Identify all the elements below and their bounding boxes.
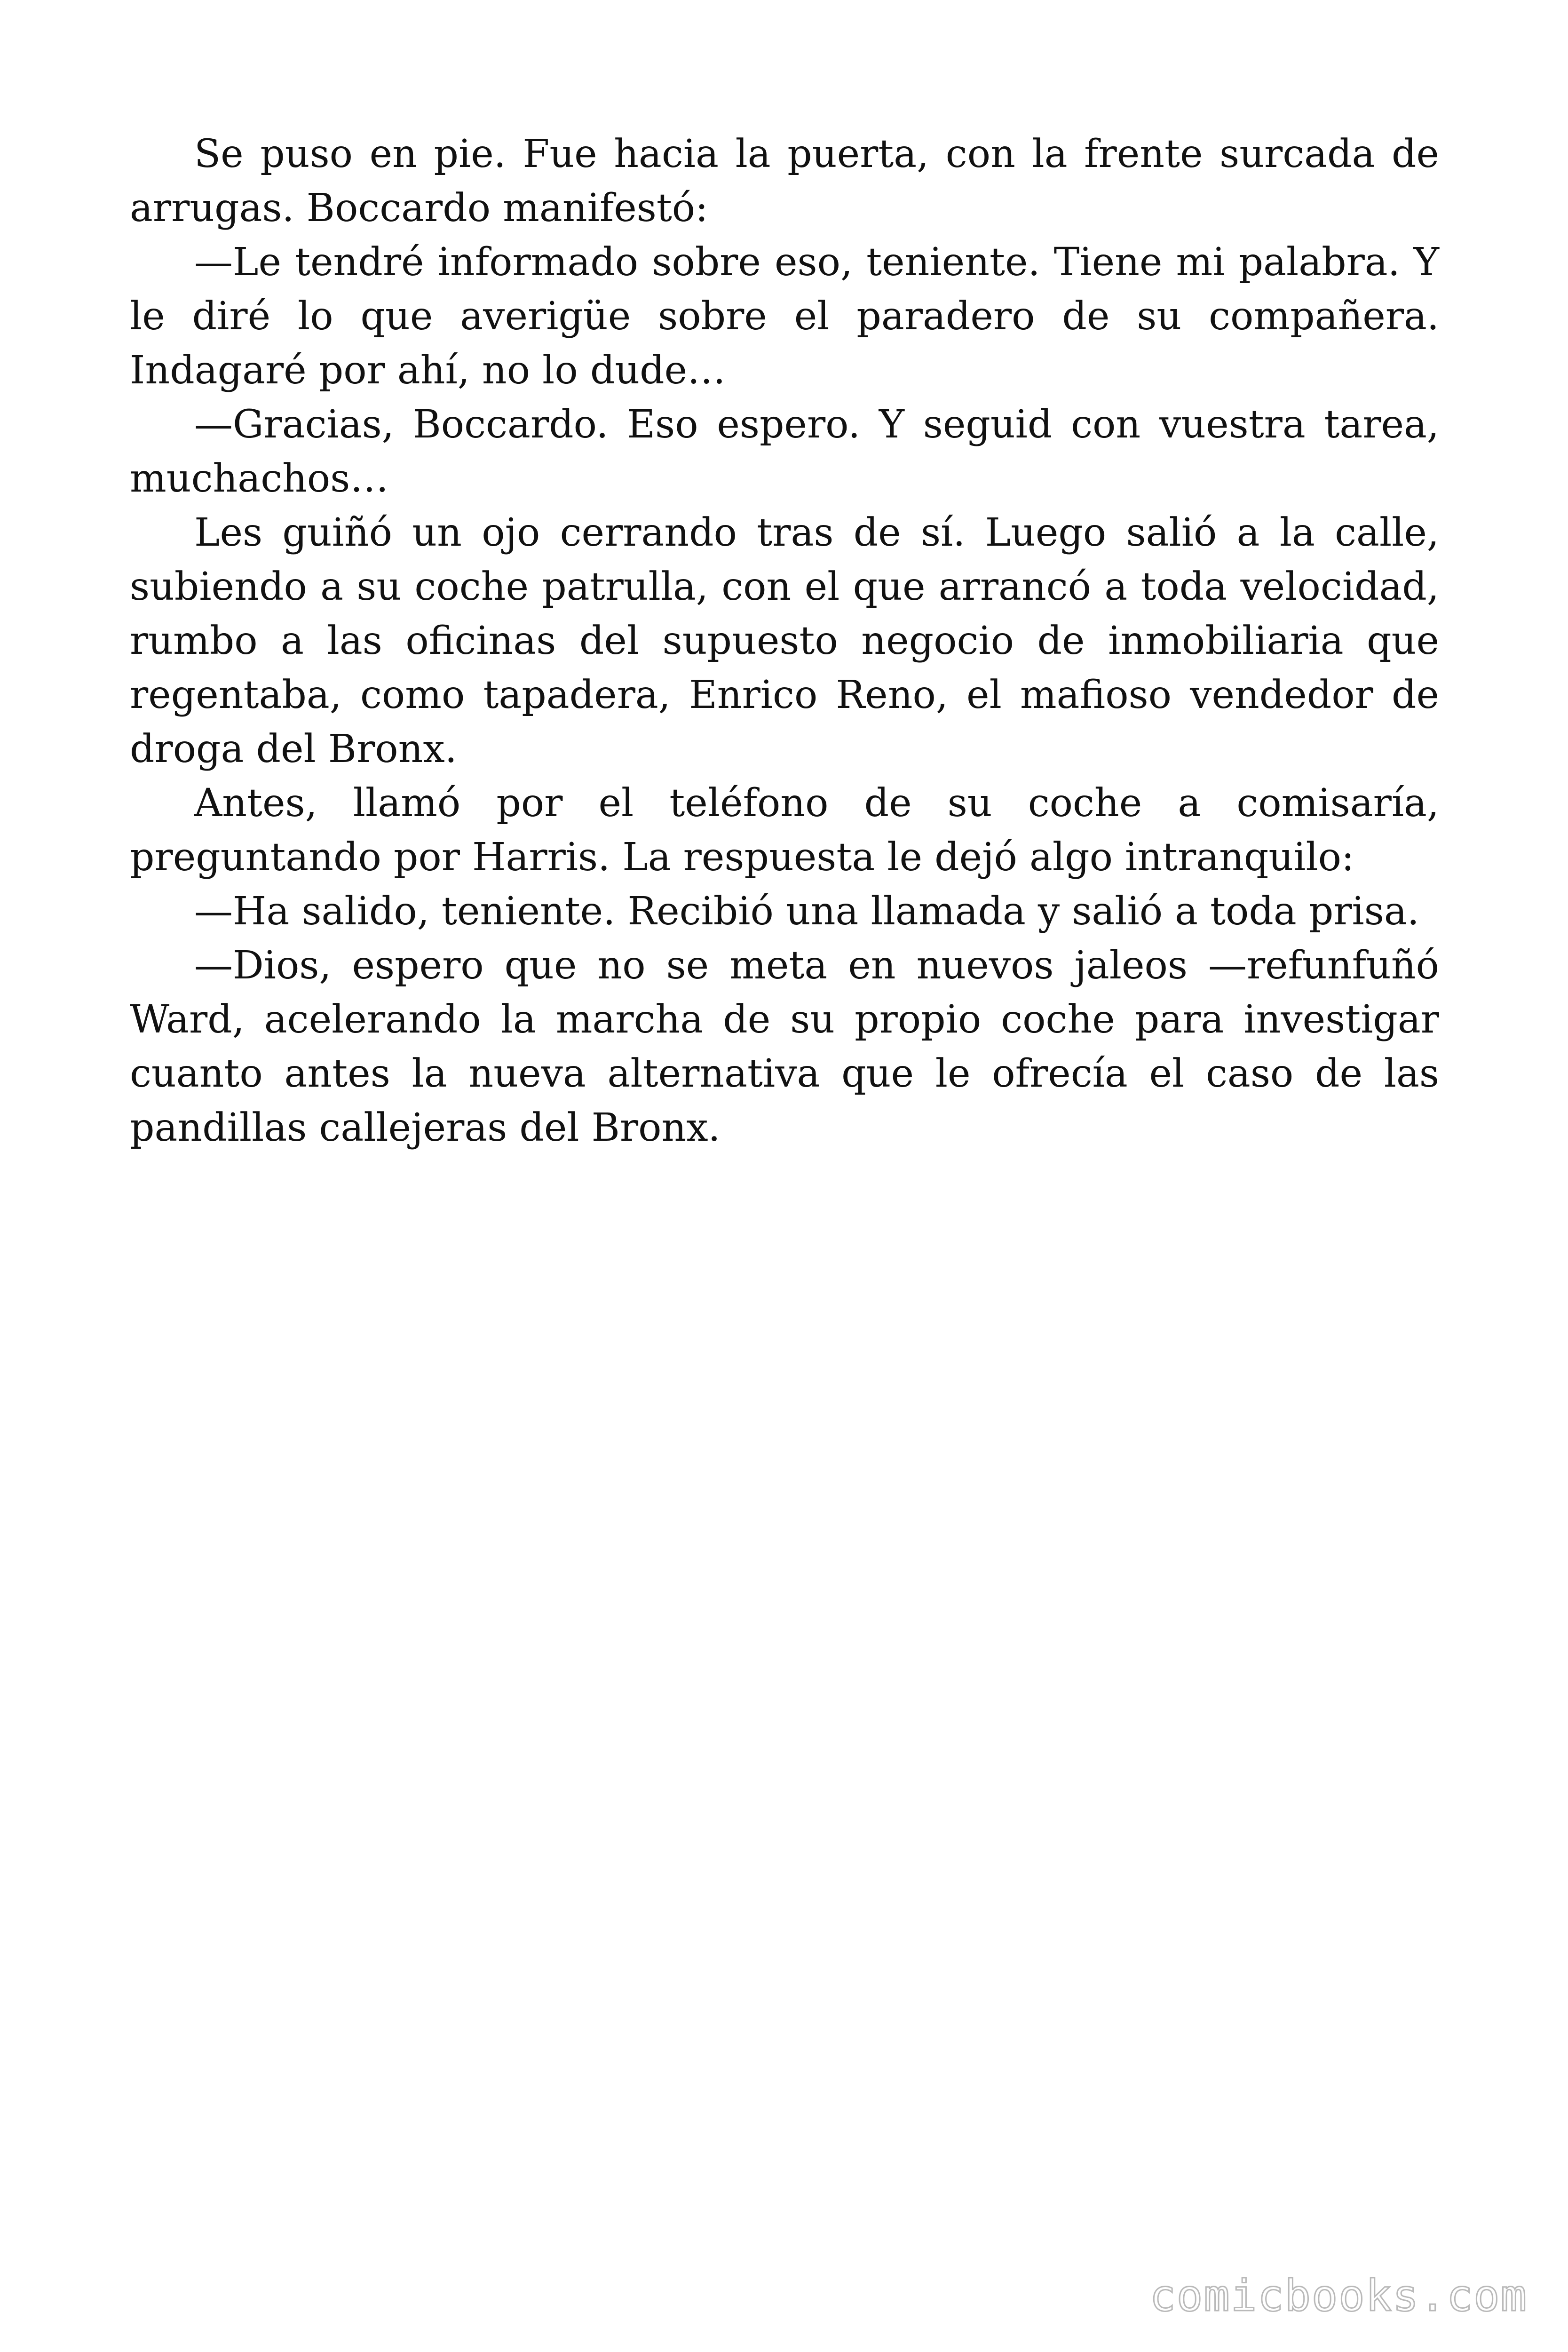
page-text: [130, 127, 1439, 1155]
paragraph: —Gracias, Boccardo. Eso espero. Y seguid con vuestra tarea, muchachos…: [130, 402, 1439, 501]
paragraph: Antes, llamó por el teléfono de su coche a comisaría, preguntando por Harris. La respuesta le dejó algo intranquilo:: [130, 781, 1439, 880]
paragraph: Se puso en pie. Fue hacia la puerta, con la frente surcada de arrugas. Boccardo manifestó:: [130, 132, 1439, 230]
paragraph: —Dios, espero que no se meta en nuevos jaleos —refunfuñó Ward, acelerando la marcha de su propio coche para investigar cuanto antes la nueva alternativa que le ofrecía el caso de las pandillas callejeras del Bronx.: [130, 943, 1439, 1150]
watermark: comicbooks.com: [1149, 2271, 1528, 2321]
paragraph: —Ha salido, teniente. Recibió una llamada y salió a toda prisa.: [194, 889, 1419, 934]
paragraph: Les guiñó un ojo cerrando tras de sí. Luego salió a la calle, subiendo a su coche patrulla, con el que arrancó a toda velocidad, rumbo a las oficinas del supuesto negocio de inmobiliaria que regentaba, como tapadera, Enrico Reno, el mafioso vendedor de droga del Bronx.: [130, 510, 1439, 771]
paragraph: —Le tendré informado sobre eso, teniente. Tiene mi palabra. Y le diré lo que averigüe sobre el paradero de su compañera. Indagaré por ahí, no lo dude…: [130, 240, 1439, 393]
